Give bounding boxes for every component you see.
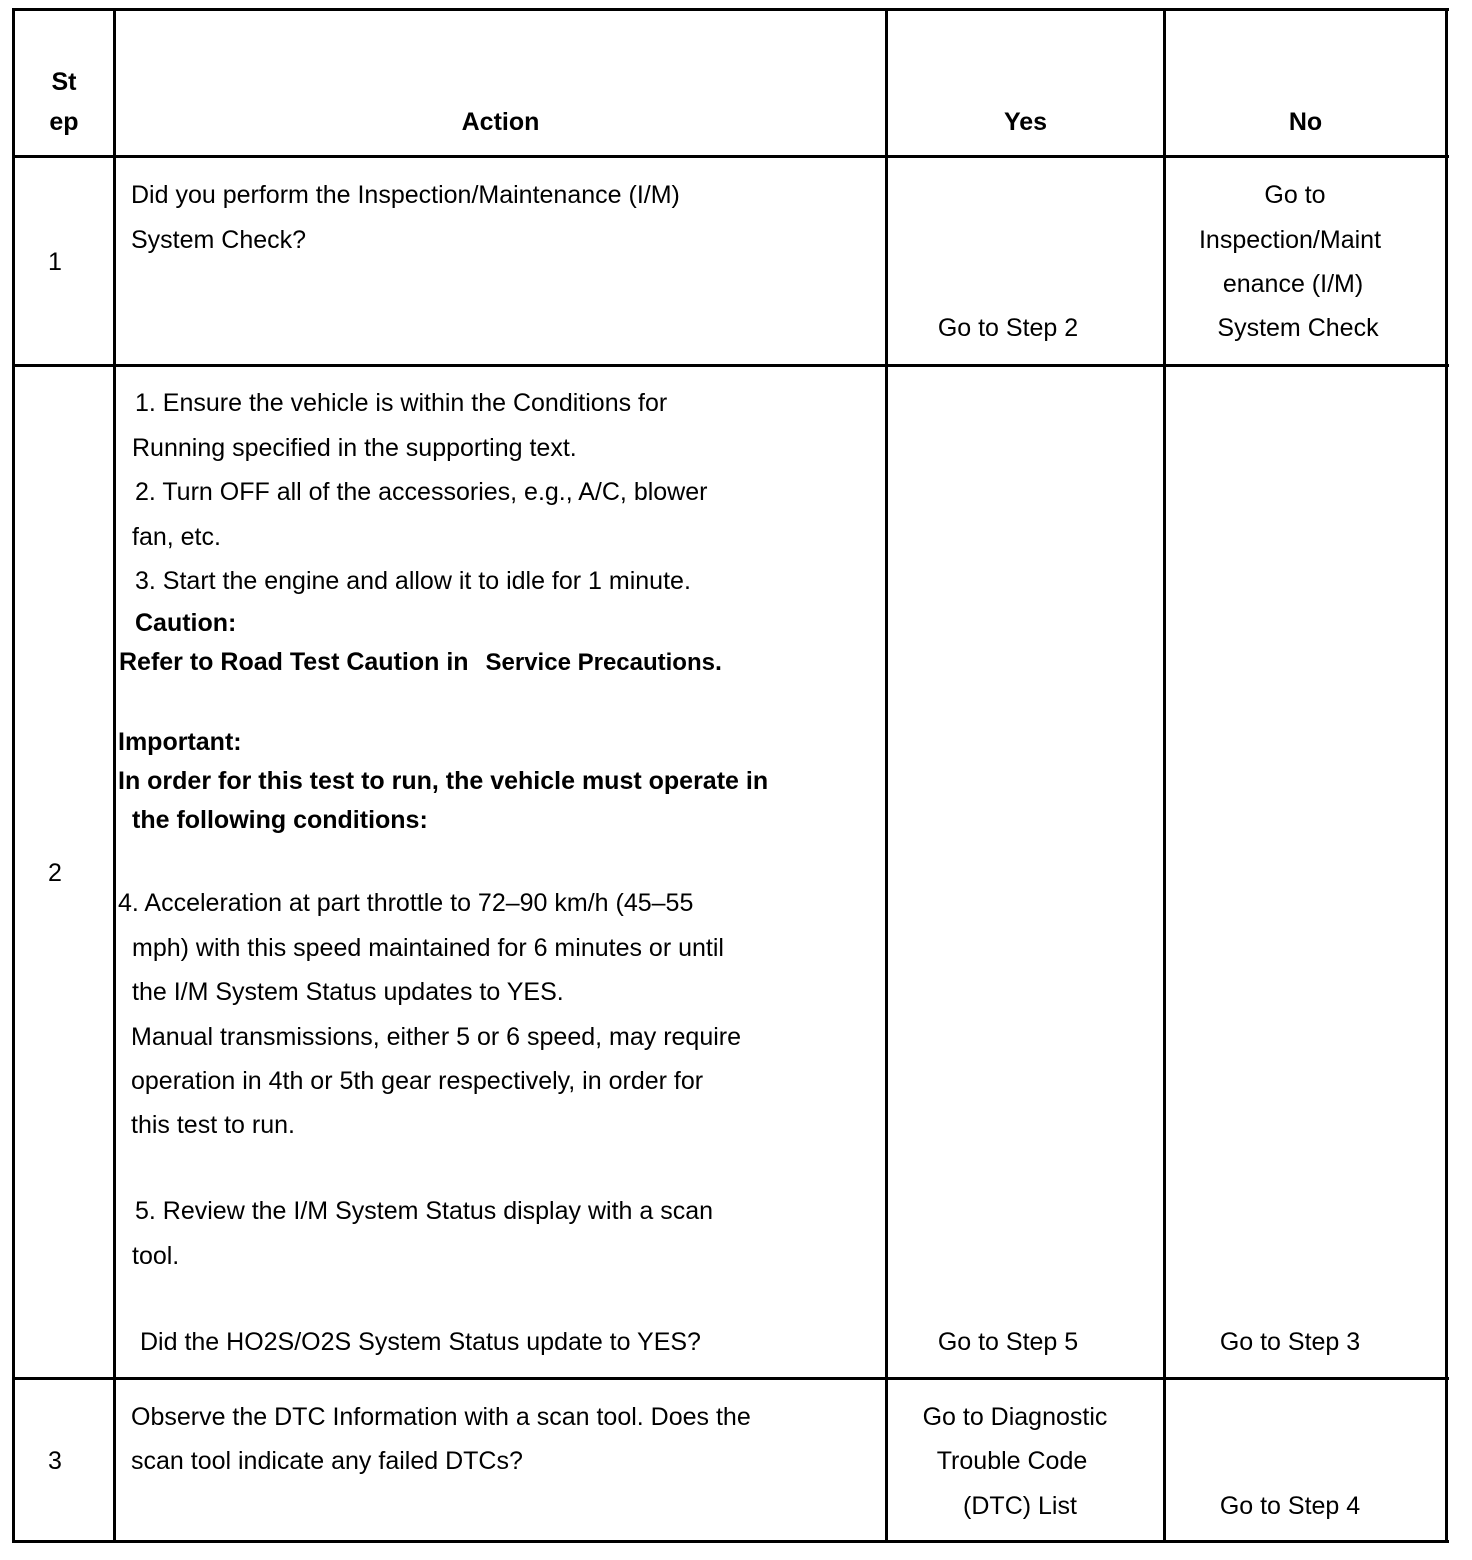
row2-manual-line1: Manual transmissions, either 5 or 6 speed, may require <box>131 1023 742 1051</box>
row2-step2-line1: 2. Turn OFF all of the accessories, e.g., A/C, blower <box>135 478 708 506</box>
row1-no-line2: Inspection/Maint <box>1198 226 1382 254</box>
row3-yes-line3: (DTC) List <box>963 1492 1077 1520</box>
row2-step5-line1: 5. Review the I/M System Status display with a scan <box>135 1197 714 1225</box>
row2-manual-line3: this test to run. <box>131 1111 295 1139</box>
col-divider-step <box>113 8 116 1543</box>
table-border-left <box>12 8 15 1543</box>
row1-no-line3: enance (I/M) <box>1222 270 1364 298</box>
row2-step5-line2: tool. <box>132 1242 180 1270</box>
row3-yes-line2: Trouble Code <box>936 1447 1088 1475</box>
row1-step: 1 <box>48 248 62 276</box>
row2-step4-line1: 4. Acceleration at part throttle to 72–90 km/h (45–55 <box>118 889 694 917</box>
row2-step4-line2: mph) with this speed maintained for 6 minutes or until <box>132 934 724 962</box>
row1-action-line1: Did you perform the Inspection/Maintenance (I/M) <box>131 181 680 209</box>
table-border-bottom <box>12 1540 1449 1543</box>
row3-no: Go to Step 4 <box>1219 1492 1361 1520</box>
row2-step: 2 <box>48 859 62 887</box>
row2-no: Go to Step 3 <box>1219 1328 1361 1356</box>
header-divider <box>12 155 1449 158</box>
header-step: St ep <box>49 68 79 136</box>
row2-step4-line3: the I/M System Status updates to YES. <box>132 978 564 1006</box>
row2-step2-line2: fan, etc. <box>132 523 221 551</box>
row3-step: 3 <box>48 1447 62 1475</box>
row2-step1-line1: 1. Ensure the vehicle is within the Conditions for <box>135 389 668 417</box>
header-action: Action <box>461 108 540 136</box>
table-border-top <box>12 8 1449 11</box>
header-no: No <box>1288 108 1323 136</box>
row1-no-line1: Go to <box>1264 181 1326 209</box>
row-divider-2 <box>12 1377 1449 1380</box>
row-divider-1 <box>12 364 1449 367</box>
row1-no-line4: System Check <box>1217 314 1379 342</box>
important-text-line1: In order for this test to run, the vehicle must operate in <box>118 767 769 795</box>
row2-step1-line2: Running specified in the supporting text. <box>132 434 577 462</box>
row2-yes: Go to Step 5 <box>937 1328 1079 1356</box>
col-divider-action <box>885 8 888 1543</box>
row3-action-line2: scan tool indicate any failed DTCs? <box>131 1447 523 1475</box>
important-text-line2: the following conditions: <box>132 806 428 834</box>
table-border-right <box>1445 8 1448 1543</box>
row2-step3: 3. Start the engine and allow it to idle for 1 minute. <box>135 567 691 595</box>
caution-label: Caution: <box>135 609 237 637</box>
row3-yes-line1: Go to Diagnostic <box>922 1403 1108 1431</box>
caution-text: Refer to Road Test Caution in Service Precautions. <box>119 648 722 676</box>
row1-action-line2: System Check? <box>131 226 307 254</box>
header-yes: Yes <box>1003 108 1048 136</box>
service-precautions-link[interactable]: Service Precautions <box>485 649 715 676</box>
row2-question: Did the HO2S/O2S System Status update to YES? <box>140 1328 701 1356</box>
row2-manual-line2: operation in 4th or 5th gear respectively, in order for <box>131 1067 704 1095</box>
row1-yes: Go to Step 2 <box>937 314 1079 342</box>
row3-action-line1: Observe the DTC Information with a scan tool. Does the <box>131 1403 751 1431</box>
important-label: Important: <box>118 728 242 756</box>
